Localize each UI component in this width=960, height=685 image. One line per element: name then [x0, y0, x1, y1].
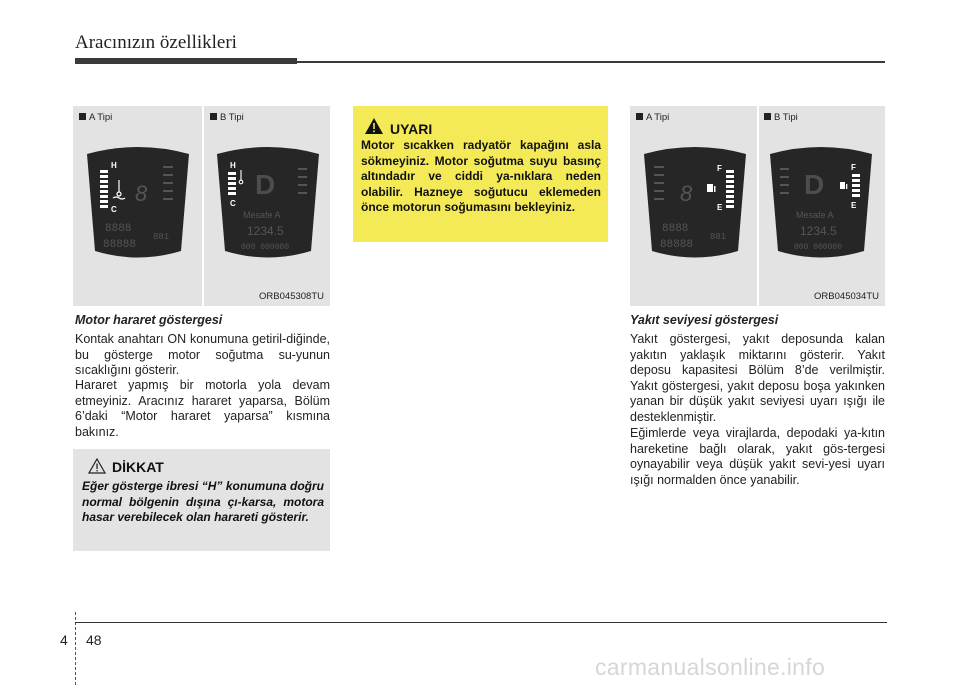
cluster-dial-type-a	[640, 146, 750, 261]
watermark: carmanualsonline.info	[595, 654, 826, 680]
caution-triangle-icon	[88, 458, 106, 474]
temp-h-label: H	[230, 161, 236, 170]
temp-h-label: H	[111, 161, 117, 170]
svg-text:8888: 8888	[662, 223, 689, 235]
type-a-label: A Tipi	[79, 112, 112, 123]
section-number: 4	[60, 632, 68, 648]
warning-title: UYARI	[390, 121, 433, 137]
cluster-dial-type-b	[213, 146, 323, 261]
temp-gauge-paragraph-1: Kontak anahtarı ON konumuna getiril-diğinde, bu gösterge motor soğutma su-yunun sıcaklığını gösterir.	[75, 332, 330, 378]
fuel-gauge-paragraph-2: Eğimlerde veya virajlarda, depodaki ya-kıtın hareketine bağlı olarak, yakıt gös-tergesi oynayabilir veya düşük yakıt sevi-yesi uyarı ışığı normalden önce yanabilir.	[630, 426, 885, 487]
svg-text:881: 881	[710, 232, 727, 242]
svg-text:88888: 88888	[660, 239, 694, 251]
header-rule-thick	[75, 58, 297, 64]
fuel-f-label: F	[717, 164, 722, 173]
cluster-dial-type-a	[83, 146, 193, 261]
svg-text:1234.5: 1234.5	[247, 224, 284, 238]
fuel-gauge-heading: Yakıt seviyesi göstergesi	[630, 313, 779, 327]
warning-body: Motor sıcakken radyatör kapağını asla sökmeyiniz. Motor soğutma suyu basınç altındadır ve ciddi ya-nıklara neden olabilir. Hazneye soğutucu eklemeden önce motorun soğumasını bekleyiniz.	[361, 138, 601, 215]
caution-title: DİKKAT	[112, 459, 164, 475]
fuel-gauge-paragraph-1: Yakıt göstergesi, yakıt deposunda kalan yakıtın yaklaşık miktarını gösterir. Yakıt deposu kapasitesi Bölüm 8’de verilmiştir. Yakıt göstergesi, yakıt deposu boşa yakınken yanan bir düşük yakıt seviyesi uyarı ışığı ile desteklenmiştir.	[630, 332, 885, 424]
temp-c-label: C	[230, 199, 236, 208]
fuel-f-label: F	[851, 163, 856, 172]
svg-text:Mesafe A: Mesafe A	[796, 210, 834, 220]
page-number: 48	[86, 632, 102, 648]
warning-triangle-icon	[364, 117, 384, 135]
svg-text:Mesafe A: Mesafe A	[243, 210, 281, 220]
footer-rule	[75, 622, 887, 623]
type-b-label: B Tipi	[210, 112, 244, 123]
svg-text:1234.5: 1234.5	[800, 224, 837, 238]
fuel-gauge-figure	[630, 106, 885, 306]
temp-c-label: C	[111, 205, 117, 214]
svg-text:8888: 8888	[105, 223, 132, 235]
svg-text:D: D	[804, 169, 825, 200]
temp-gauge-figure	[73, 106, 330, 306]
svg-text:000 000000: 000 000000	[794, 243, 843, 252]
type-b-label: B Tipi	[764, 112, 798, 123]
figure-code: ORB045308TU	[259, 291, 324, 302]
fuel-e-label: E	[851, 201, 857, 210]
temp-gauge-heading: Motor hararet göstergesi	[75, 313, 223, 327]
figure-code: ORB045034TU	[814, 291, 879, 302]
page-header-title: Aracınızın özellikleri	[75, 32, 237, 53]
svg-text:8: 8	[680, 181, 693, 206]
cluster-dial-type-b	[766, 146, 876, 261]
svg-text:8: 8	[135, 181, 148, 206]
type-a-label: A Tipi	[636, 112, 669, 123]
svg-text:000 000000: 000 000000	[241, 243, 290, 252]
temp-gauge-paragraph-2: Hararet yapmış bir motorla yola devam etmeyiniz. Aracınız hararet yaparsa, Bölüm 6’daki “Motor hararet yaparsa” kısmına bakınız.	[75, 378, 330, 439]
caution-body: Eğer gösterge ibresi “H” konumuna doğru normal bölgenin dışına çı-karsa, motora hasar verebilecek olan harareti gösterir.	[82, 479, 324, 525]
svg-text:D: D	[255, 169, 276, 200]
svg-text:881: 881	[153, 232, 170, 242]
fuel-e-label: E	[717, 203, 723, 212]
svg-text:88888: 88888	[103, 239, 137, 251]
header-rule-thin	[297, 61, 885, 63]
